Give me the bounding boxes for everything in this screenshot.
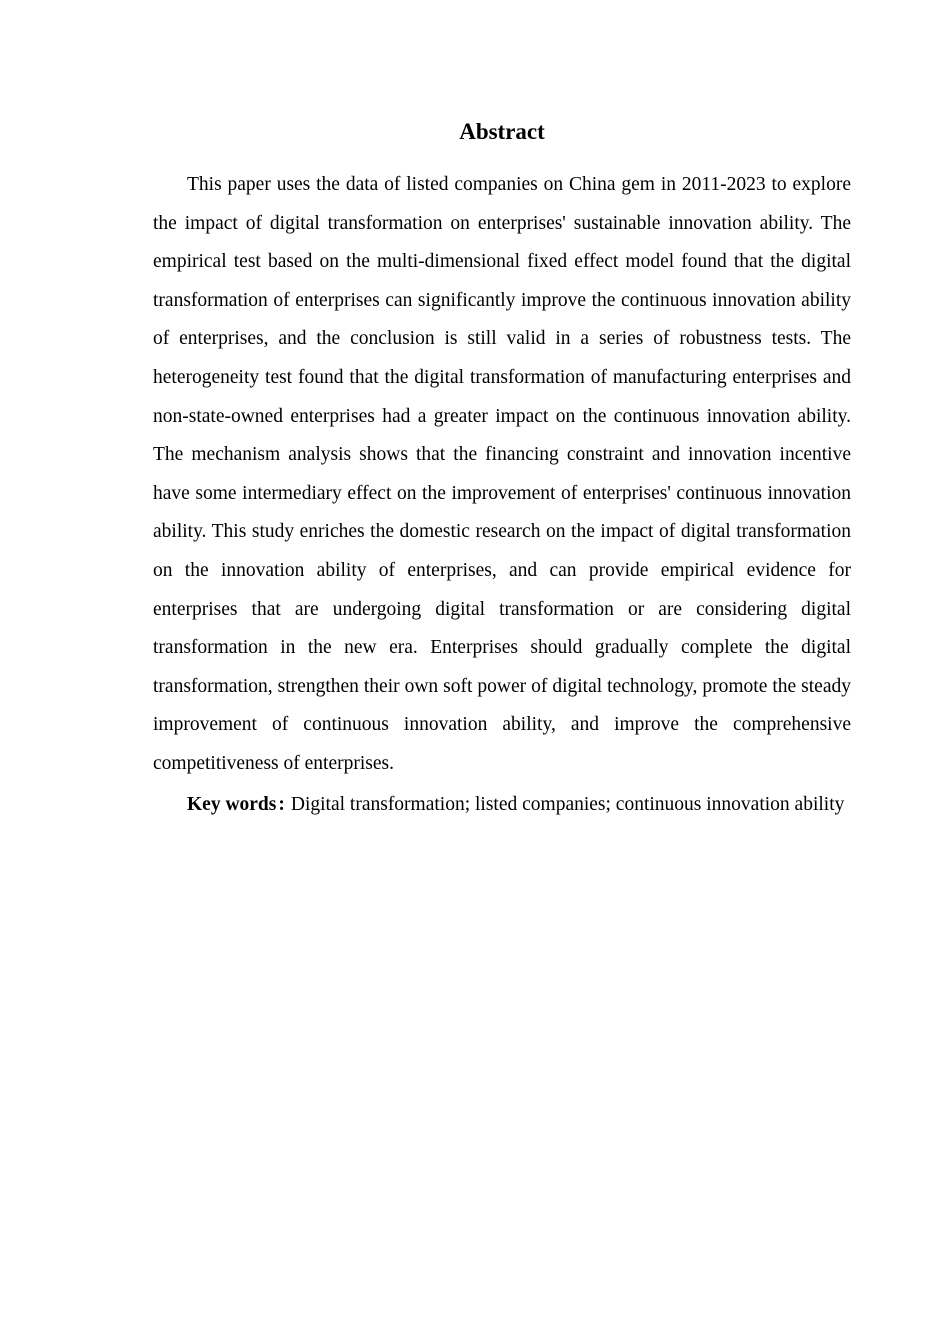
keywords-text: Digital transformation; listed companies; continuous innovation ability [290,793,845,815]
abstract-section [153,114,851,824]
keywords-label: Key words [187,793,277,815]
abstract-title: Abstract [459,119,545,144]
keywords-separator: : [278,793,285,815]
abstract-body: This paper uses the data of listed companies on China gem in 2011-2023 to explore the impact of digital transformation on enterprises' sustainable innovation ability. The empirical test based on the multi-dimensional fixed effect model found that the digital transformation of enterprises can significantly improve the continuous innovation ability of enterprises, and the conclusion is still valid in a series of robustness tests. The heterogeneity test found that the digital transformation of manufacturing enterprises and non-state-owned enterprises had a greater impact on the continuous innovation ability. The mechanism analysis shows that the financing constraint and innovation incentive have some intermediary effect on the improvement of enterprises' continuous innovation ability. This study enriches the domestic research on the impact of digital transformation on the innovation ability of enterprises, and can provide empirical evidence for enterprises that are undergoing digital transformation or are considering digital transformation in the new era. Enterprises should gradually complete the digital transformation, strengthen their own soft power of digital technology, promote the steady improvement of continuous innovation ability, and improve the comprehensive competitiveness of enterprises. [153,174,851,774]
keywords-paragraph [153,786,851,825]
